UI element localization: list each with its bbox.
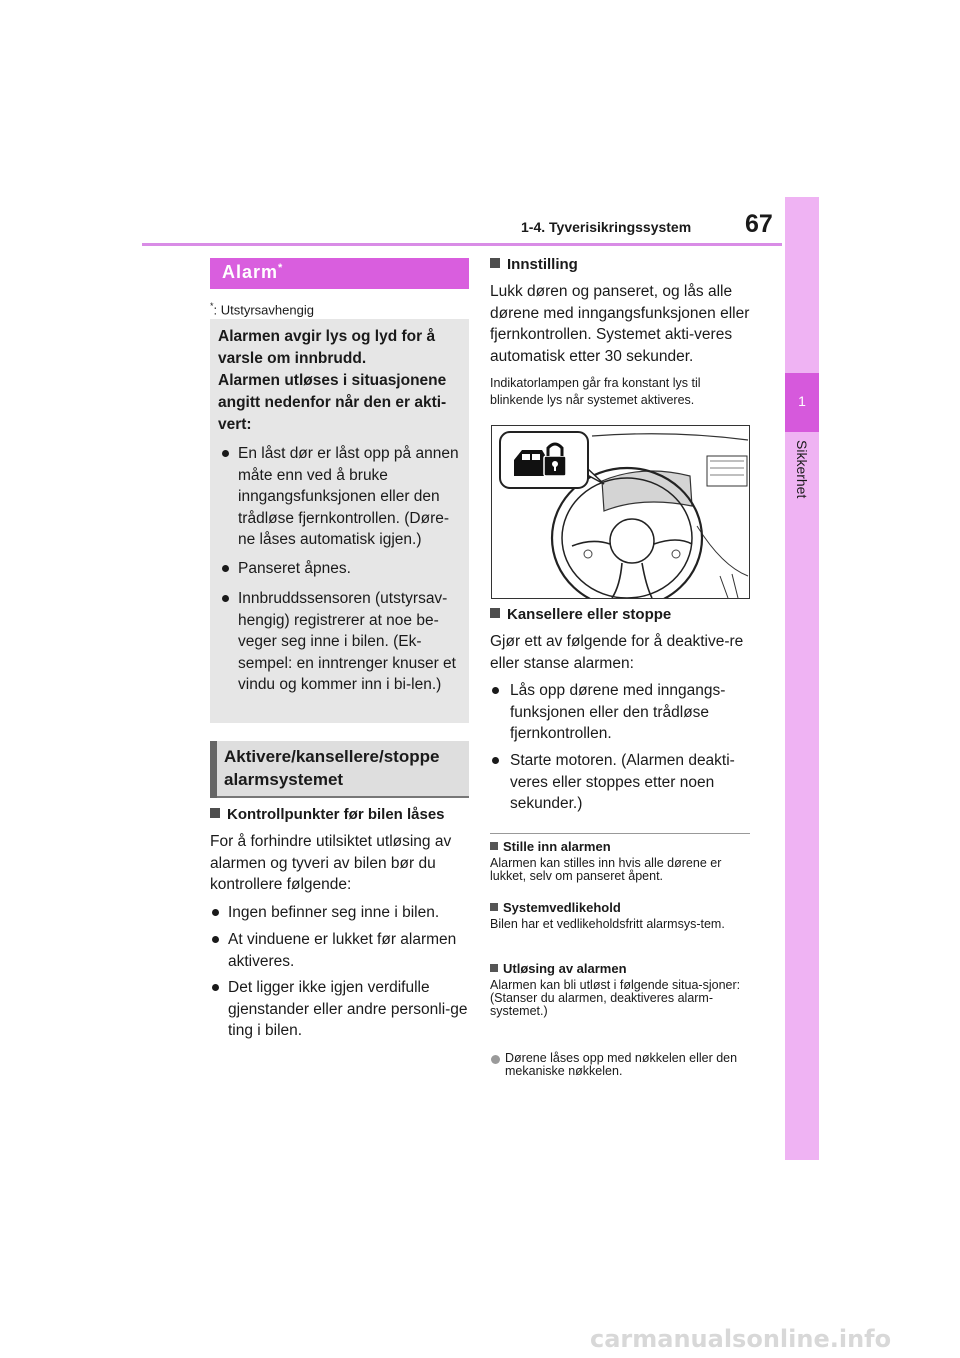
note-heading-text: Utløsing av alarmen — [503, 961, 627, 976]
square-bullet-icon — [490, 842, 498, 850]
cancel-bullet — [492, 750, 754, 815]
note-text: Bilen har et vedlikeholdsfritt alarmsys-tem. — [490, 917, 725, 931]
header-divider — [142, 243, 782, 246]
square-bullet-icon — [490, 608, 500, 618]
alarm-title-text: Alarm — [222, 262, 279, 282]
watermark: carmanualsonline.info — [590, 1325, 892, 1353]
square-bullet-icon — [210, 808, 220, 818]
dashboard-illustration — [491, 425, 750, 599]
bullet-text: En låst dør er låst opp på annen måte enn ved å bruke inngangsfunksjonen eller den trådløse fjernkontrollen. (Døre-ne låses automatisk igjen.) — [238, 445, 459, 548]
alarm-bullet — [222, 443, 464, 551]
footnote — [210, 301, 314, 317]
section-heading: Aktivere/kansellere/stoppe alarmsystemet — [224, 747, 440, 789]
square-bullet-icon — [490, 903, 498, 911]
bullet-dot-icon — [222, 565, 229, 572]
checkpoint-bullet — [212, 902, 470, 924]
note-heading-text: Stille inn alarmen — [503, 839, 611, 854]
checkpoint-bullet — [212, 977, 470, 1042]
bullet-dot-icon — [212, 984, 219, 991]
alarm-bullet — [222, 558, 464, 580]
gray-dot-icon — [491, 1055, 500, 1064]
bullet-text: Det ligger ikke igjen verdifulle gjenstander eller andre personli-ge ting i bilen. — [228, 979, 468, 1039]
checkpoint-heading — [210, 806, 472, 823]
section-title: 1-4. Tyverisikringssystem — [521, 219, 692, 235]
checkpoint-heading-text: Kontrollpunkter før bilen låses — [227, 806, 445, 823]
checkpoint-text: For å forhindre utilsiktet utløsing av alarmen og tyveri av bilen bør du kontrollere følgende: — [210, 833, 452, 893]
setting-note: Indikatorlampen går fra konstant lys til blinkende lys når systemet aktiveres. — [490, 376, 701, 407]
square-bullet-icon — [490, 258, 500, 268]
note-heading — [490, 900, 752, 915]
square-bullet-icon — [490, 964, 498, 972]
bullet-text: Panseret åpnes. — [238, 560, 351, 577]
note-block — [490, 900, 752, 931]
footnote-mark: * — [210, 301, 214, 311]
alarm-asterisk: * — [278, 262, 284, 274]
alarm-intro-line-1: Alarmen avgir lys og lyd for å varsle om innbrudd. — [218, 328, 436, 367]
note-heading — [490, 839, 752, 854]
setting-heading — [490, 256, 752, 273]
note-bullet-text: Dørene låses opp med nøkkelen eller den mekaniske nøkkelen. — [505, 1051, 738, 1078]
setting-heading-text: Innstilling — [507, 256, 578, 273]
note-block — [490, 839, 752, 883]
bullet-dot-icon — [222, 595, 229, 602]
chapter-label: Sikkerhet — [794, 440, 810, 499]
bullet-text: At vinduene er lukket før alarmen aktiveres. — [228, 931, 457, 970]
notes-divider — [490, 833, 750, 834]
bullet-text: Ingen befinner seg inne i bilen. — [228, 904, 440, 921]
note-block — [490, 961, 752, 1018]
bullet-dot-icon — [492, 687, 499, 694]
alarm-intro — [218, 326, 464, 436]
cancel-heading-text: Kansellere eller stoppe — [507, 606, 672, 623]
chapter-number: 1 — [798, 393, 806, 409]
checkpoint-bullet — [212, 929, 470, 972]
alarm-bullet — [222, 588, 464, 696]
alarm-intro-line-2: Alarmen utløses i situasjonene angitt nedenfor når den er akti-vert: — [218, 372, 447, 433]
bullet-dot-icon — [222, 450, 229, 457]
chapter-label-wrap — [786, 440, 818, 530]
alarm-title — [222, 262, 283, 283]
bullet-dot-icon — [212, 936, 219, 943]
cancel-bullet — [492, 680, 754, 745]
note-heading-text: Systemvedlikehold — [503, 900, 621, 915]
note-text: Alarmen kan bli utløst i følgende situa-sjoner: (Stanser du alarmen, deaktiveres alarm-systemet.) — [490, 978, 741, 1018]
note-heading — [490, 961, 752, 976]
setting-text: Lukk døren og panseret, og lås alle dørene med inngangsfunksjonen eller fjernkontrollen. Systemet akti-veres automatisk etter 30 sekunder. — [490, 283, 750, 365]
bullet-text: Innbruddssensoren (utstyrsav-hengig) registrerer at noe be-veger seg inne i bilen. (Ek-sempel: en inntrenger knuser et vindu og kommer inn i bi-len.) — [238, 590, 456, 693]
chapter-side-tab — [785, 197, 819, 1160]
section-heading-accent — [210, 741, 217, 798]
page-number: 67 — [745, 210, 773, 238]
steering-wheel-illustration — [492, 426, 749, 598]
cancel-text: Gjør ett av følgende for å deaktive-re eller stanse alarmen: — [490, 633, 744, 672]
note-bullet — [491, 1052, 753, 1078]
bullet-text: Lås opp dørene med inngangs-funksjonen eller den trådløse fjernkontrollen. — [510, 682, 726, 742]
note-text: Alarmen kan stilles inn hvis alle dørene er lukket, selv om panseret åpent. — [490, 856, 722, 883]
bullet-text: Starte motoren. (Alarmen deakti-veres eller stoppes etter noen sekunder.) — [510, 752, 735, 812]
cancel-heading — [490, 606, 752, 623]
footnote-text: : Utstyrsavhengig — [213, 302, 314, 318]
bullet-dot-icon — [212, 909, 219, 916]
bullet-dot-icon — [492, 757, 499, 764]
